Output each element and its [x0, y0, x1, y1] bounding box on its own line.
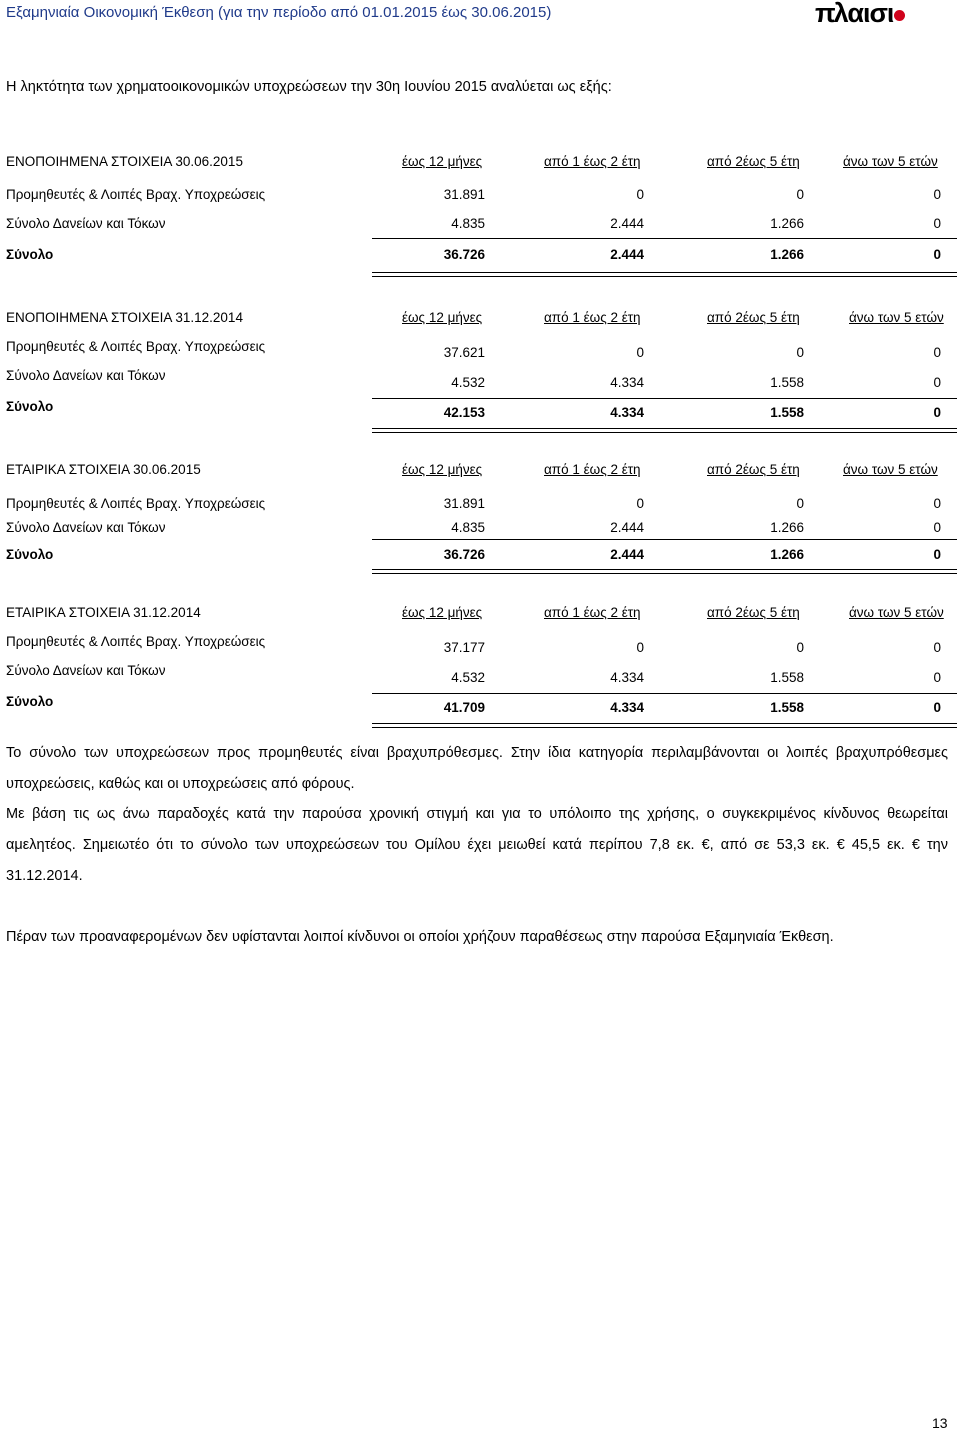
cell-value: 4.835	[451, 216, 485, 231]
cell-value: 0	[796, 640, 804, 655]
cell-value: 0	[636, 496, 644, 511]
cell-value-total: 1.558	[770, 405, 804, 420]
table-title: ΕΤΑΙΡΙΚΑ ΣΤΟΙΧΕΙΑ 30.06.2015	[6, 462, 201, 477]
cell-value: 4.334	[610, 375, 644, 390]
row-label: Σύνολο Δανείων και Τόκων	[6, 663, 166, 678]
table-title: ΕΝΟΠΟΙΗΜΕΝΑ ΣΤΟΙΧΕΙΑ 31.12.2014	[6, 310, 243, 325]
row-label: Προμηθευτές & Λοιπές Βραχ. Υποχρεώσεις	[6, 496, 266, 511]
cell-value: 4.334	[610, 670, 644, 685]
cell-value-total: 41.709	[443, 700, 485, 715]
paragraph-risk: Με βάση τις ως άνω παραδοχές κατά την παρούσα χρονική στιγμή και για το υπόλοιπο της χρήσης, ο συγκεκριμένος κίνδυνος θεωρείται αμελητέος. Σημειωτέο ότι το σύνολο των υποχρεώσεων του Ομίλου έχει μειωθεί κατά περίπου 7,8 εκ. €, από σε 53,3 εκ. € 45,5 εκ. € την 31.12.2014.	[6, 806, 948, 884]
cell-value: 4.532	[451, 670, 485, 685]
paragraph-other-risks: Πέραν των προαναφερομένων δεν υφίστανται λοιποί κίνδυνοι οι οποίοι χρήζουν παραθέσεως στην παρούσα Εξαμηνιαία Έκθεση.	[6, 929, 834, 945]
table-title: ΕΝΟΠΟΙΗΜΕΝΑ ΣΤΟΙΧΕΙΑ 30.06.2015	[6, 154, 243, 169]
cell-value-total: 36.726	[443, 547, 485, 562]
cell-value: 0	[796, 496, 804, 511]
cell-value-total: 1.266	[770, 547, 804, 562]
row-label: Προμηθευτές & Λοιπές Βραχ. Υποχρεώσεις	[6, 187, 266, 202]
cell-value: 2.444	[610, 216, 644, 231]
logo-dot-icon	[894, 10, 905, 21]
column-header: από 2έως 5 έτη	[707, 310, 800, 325]
column-header: έως 12 μήνες	[402, 462, 483, 477]
column-header: από 1 έως 2 έτη	[544, 310, 641, 325]
column-header: άνω των 5 ετών	[849, 605, 944, 620]
column-header: από 1 έως 2 έτη	[544, 462, 641, 477]
cell-value-total: 0	[933, 700, 941, 715]
cell-value: 0	[636, 640, 644, 655]
cell-value: 4.532	[451, 375, 485, 390]
cell-value: 0	[933, 216, 941, 231]
page-header	[0, 0, 960, 34]
cell-value: 37.621	[443, 345, 485, 360]
table-title: ΕΤΑΙΡΙΚΑ ΣΤΟΙΧΕΙΑ 31.12.2014	[6, 605, 201, 620]
total-rule	[372, 238, 957, 239]
cell-value: 31.891	[443, 187, 485, 202]
row-label: Σύνολο Δανείων και Τόκων	[6, 520, 166, 535]
cell-value-total: 1.558	[770, 700, 804, 715]
column-header: άνω των 5 ετών	[843, 462, 938, 477]
page-number: 13	[932, 1415, 948, 1431]
cell-value-total: 0	[933, 547, 941, 562]
cell-value-total: 4.334	[610, 405, 644, 420]
cell-value: 0	[933, 375, 941, 390]
cell-value: 0	[933, 496, 941, 511]
row-label: Προμηθευτές & Λοιπές Βραχ. Υποχρεώσεις	[6, 339, 266, 354]
cell-value: 0	[636, 187, 644, 202]
cell-value: 2.444	[610, 520, 644, 535]
cell-value: 0	[796, 187, 804, 202]
cell-value: 1.558	[770, 375, 804, 390]
cell-value: 1.266	[770, 520, 804, 535]
total-double-rule	[372, 569, 957, 574]
paragraph-suppliers: Το σύνολο των υποχρεώσεων προς προμηθευτές είναι βραχυπρόθεσμες. Στην ίδια κατηγορία περιλαμβάνονται οι λοιπές βραχυπρόθεσμες υποχρεώσεις, καθώς και οι υποχρεώσεις από φόρους.	[6, 745, 948, 792]
logo-text: πλαισι	[815, 0, 894, 28]
cell-value: 0	[933, 640, 941, 655]
column-header: από 2έως 5 έτη	[707, 605, 800, 620]
column-header: άνω των 5 ετών	[843, 154, 938, 169]
cell-value-total: 42.153	[443, 405, 485, 420]
column-header: έως 12 μήνες	[402, 310, 483, 325]
cell-value: 0	[796, 345, 804, 360]
intro-text: Η ληκτότητα των χρηματοοικονομικών υποχρεώσεων την 30η Ιουνίου 2015 αναλύεται ως εξής:	[6, 79, 612, 95]
cell-value: 0	[636, 345, 644, 360]
row-label-total: Σύνολο	[6, 247, 54, 262]
cell-value-total: 2.444	[610, 247, 644, 262]
cell-value-total: 36.726	[443, 247, 485, 262]
cell-value: 31.891	[443, 496, 485, 511]
cell-value: 37.177	[443, 640, 485, 655]
cell-value-total: 0	[933, 405, 941, 420]
total-rule	[372, 693, 957, 694]
row-label-total: Σύνολο	[6, 547, 54, 562]
report-title: Εξαμηνιαία Οικονομική Έκθεση (για την περίοδο από 01.01.2015 έως 30.06.2015)	[6, 4, 552, 21]
row-label: Σύνολο Δανείων και Τόκων	[6, 216, 166, 231]
row-label: Σύνολο Δανείων και Τόκων	[6, 368, 166, 383]
cell-value-total: 2.444	[610, 547, 644, 562]
total-double-rule	[372, 428, 957, 433]
column-header: από 1 έως 2 έτη	[544, 605, 641, 620]
total-rule	[372, 539, 957, 540]
column-header: έως 12 μήνες	[402, 605, 483, 620]
total-double-rule	[372, 272, 957, 277]
cell-value-total: 1.266	[770, 247, 804, 262]
row-label: Προμηθευτές & Λοιπές Βραχ. Υποχρεώσεις	[6, 634, 266, 649]
cell-value: 0	[933, 520, 941, 535]
row-label-total: Σύνολο	[6, 694, 54, 709]
total-rule	[372, 398, 957, 399]
cell-value: 1.558	[770, 670, 804, 685]
total-double-rule	[372, 723, 957, 728]
cell-value-total: 0	[933, 247, 941, 262]
column-header: από 1 έως 2 έτη	[544, 154, 641, 169]
column-header: από 2έως 5 έτη	[707, 154, 800, 169]
row-label-total: Σύνολο	[6, 399, 54, 414]
column-header: έως 12 μήνες	[402, 154, 483, 169]
cell-value: 0	[933, 345, 941, 360]
cell-value: 0	[933, 187, 941, 202]
cell-value-total: 4.334	[610, 700, 644, 715]
cell-value: 1.266	[770, 216, 804, 231]
cell-value: 4.835	[451, 520, 485, 535]
cell-value: 0	[933, 670, 941, 685]
column-header: άνω των 5 ετών	[849, 310, 944, 325]
plaisio-logo	[815, 0, 905, 29]
column-header: από 2έως 5 έτη	[707, 462, 800, 477]
